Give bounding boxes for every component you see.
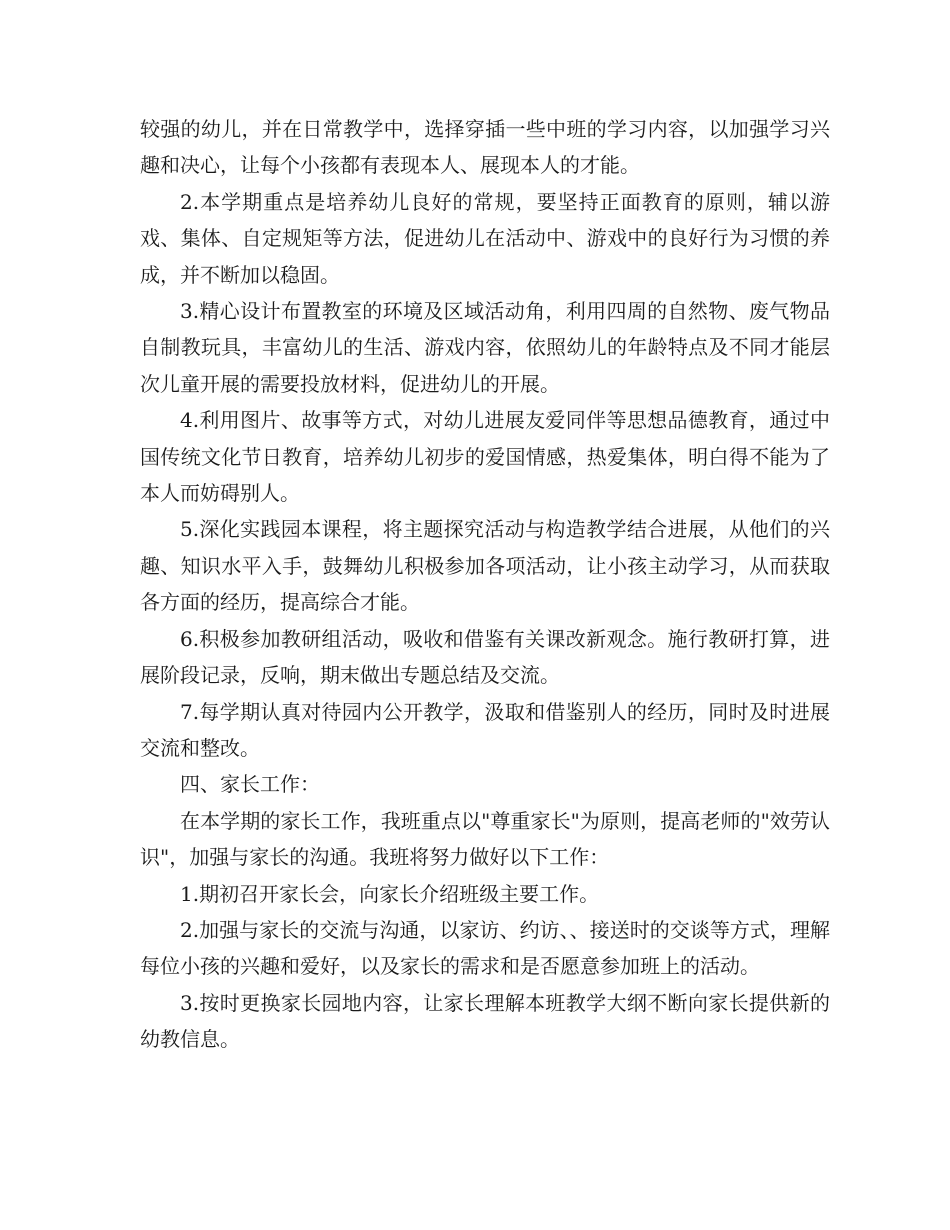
paragraph-parent-item-1: 1.期初召开家长会，向家长介绍班级主要工作。	[180, 881, 600, 906]
paragraph-item-7: 7.每学期认真对待园内公开教学，汲取和借鉴别人的经历，同时及时进展交流和整改。	[140, 699, 830, 760]
paragraph-parent-intro: 在本学期的家长工作，我班重点以"尊重家长"为原则，提高老师的"效劳认识"，加强与家长的沟通。我班将努力做好以下工作：	[140, 808, 830, 870]
paragraph-item-3: 3.精心设计布置教室的环境及区域活动角，利用四周的自然物、废气物品自制教玩具，丰富幼儿的生活、游戏内容，依照幼儿的年龄特点及不同才能层次儿童开展的需要投放材料，促进幼儿的开展。	[140, 299, 830, 396]
paragraph-item-4: 4.利用图片、故事等方式，对幼儿进展友爱同伴等思想品德教育，通过中国传统文化节日教育，培养幼儿初步的爱国情感，热爱集体，明白得不能为了本人而妨碍别人。	[140, 408, 830, 506]
paragraph-item-6: 6.积极参加教研组活动，吸收和借鉴有关课改新观念。施行教研打算，进展阶段记录，反响，期末做出专题总结及交流。	[140, 626, 830, 688]
paragraph-item-5: 5.深化实践园本课程，将主题探究活动与构造教学结合进展，从他们的兴趣、知识水平入手，鼓舞幼儿积极参加各项活动，让小孩主动学习，从而获取各方面的经历，提高综合才能。	[140, 517, 830, 615]
paragraph-continuation: 较强的幼儿，并在日常教学中，选择穿插一些中班的学习内容，以加强学习兴趣和决心，让每个小孩都有表现本人、展现本人的才能。	[140, 117, 830, 178]
paragraph-item-2: 2.本学期重点是培养幼儿良好的常规，要坚持正面教育的原则，辅以游戏、集体、自定规矩等方法，促进幼儿在活动中、游戏中的良好行为习惯的养成，并不断加以稳固。	[140, 189, 830, 287]
section-heading-parent-work: 四、家长工作：	[180, 772, 320, 797]
paragraph-parent-item-2: 2.加强与家长的交流与沟通，以家访、约访、、接送时的交谈等方式，理解每位小孩的兴趣和爱好，以及家长的需求和是否愿意参加班上的活动。	[140, 917, 830, 979]
document-page	[140, 111, 830, 1058]
paragraph-parent-item-3: 3.按时更换家长园地内容，让家长理解本班教学大纲不断向家长提供新的幼教信息。	[140, 990, 830, 1052]
